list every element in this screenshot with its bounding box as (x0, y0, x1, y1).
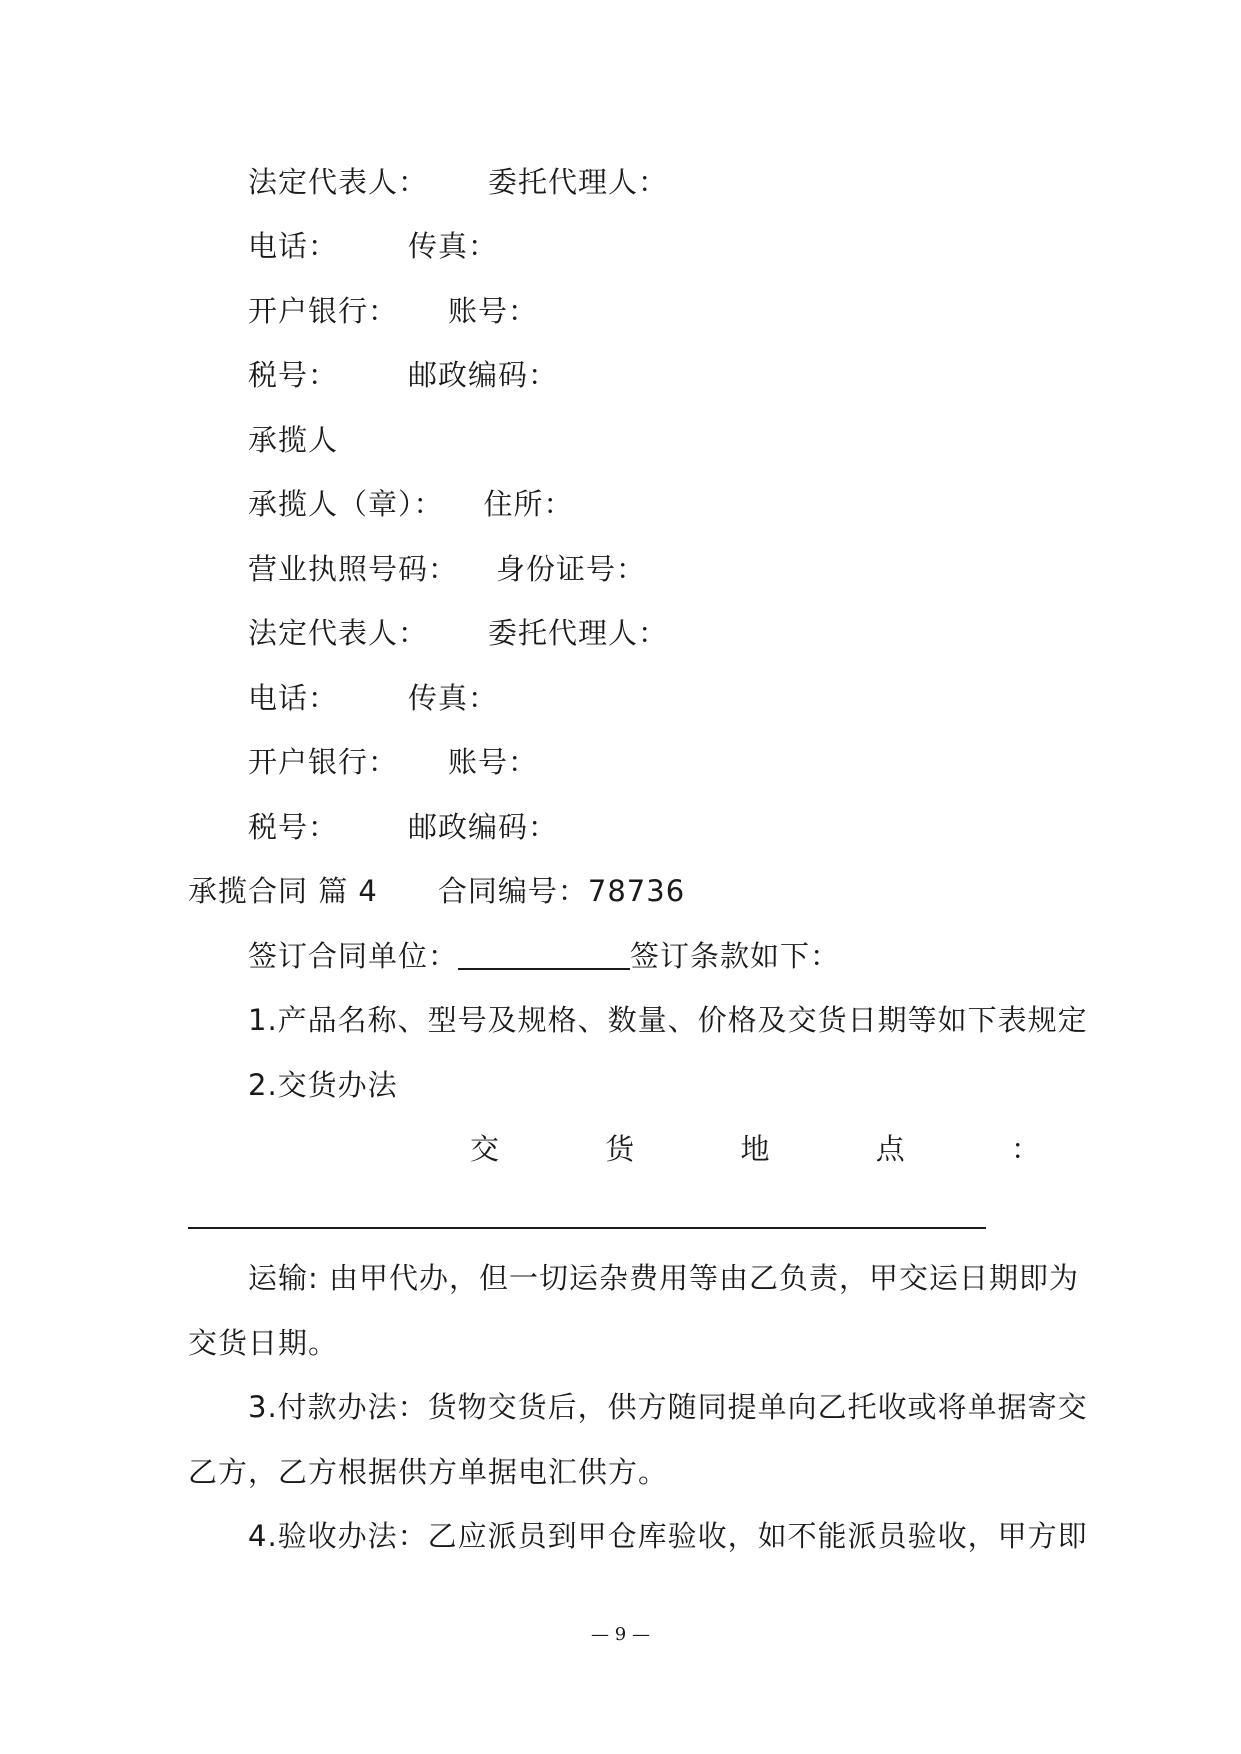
delivery-char: 点 (875, 1132, 905, 1166)
item-3-line-1: 3.付款办法：货物交货后，供方随同提单向乙托收或将单据寄交 (248, 1390, 1088, 1424)
delivery-place-blank-line (188, 1227, 986, 1229)
contract-number: 合同编号：78736 (437, 874, 686, 908)
item-3-line-2: 乙方，乙方根据供方单据电汇供方。 (188, 1455, 669, 1489)
signing-unit-label: 签订合同单位： (248, 939, 459, 973)
item-1: 1.产品名称、型号及规格、数量、价格及交货日期等如下表规定 (248, 1003, 1088, 1037)
tax-row-2 (248, 809, 558, 845)
bank-row (248, 293, 538, 329)
signing-terms: 签订条款如下： (630, 939, 841, 973)
delivery-char: 地 (740, 1132, 770, 1166)
license-label: 营业执照号码： (248, 552, 459, 586)
signing-unit-row (248, 938, 840, 974)
item-2: 2.交货办法 (248, 1068, 398, 1102)
delivery-char: 货 (605, 1132, 635, 1166)
delivery-char: 交 (470, 1132, 500, 1166)
contractor-heading: 承揽人 (248, 423, 339, 457)
bank-row-2 (248, 744, 538, 780)
fax-label: 传真： (408, 681, 499, 715)
contract-title: 承揽合同 篇 4 (188, 874, 378, 908)
fax-label: 传真： (408, 229, 499, 263)
account-label: 账号： (448, 745, 539, 779)
phone-label: 电话： (248, 229, 339, 263)
phone-row (248, 228, 498, 264)
address-label: 住所： (483, 487, 574, 521)
phone-label: 电话： (248, 681, 339, 715)
contractor-seal-row (248, 486, 574, 522)
account-label: 账号： (448, 294, 539, 328)
delivery-char: ： (1010, 1132, 1040, 1166)
signing-unit-blank (458, 940, 630, 970)
id-number-label: 身份证号： (496, 552, 647, 586)
transport-line-1: 运输: 由甲代办，但一切运杂费用等由乙负责，甲交运日期即为 (248, 1261, 1079, 1295)
postal-label: 邮政编码： (408, 810, 559, 844)
delivery-place-row (470, 1131, 1040, 1167)
legal-rep-row (248, 164, 668, 200)
page-number: — 9 — (591, 1624, 650, 1645)
contract-title-row (188, 873, 685, 909)
bank-label: 开户银行： (248, 294, 399, 328)
item-4-line-1: 4.验收办法：乙应派员到甲仓库验收，如不能派员验收，甲方即 (248, 1519, 1088, 1553)
tax-label: 税号： (248, 810, 339, 844)
legal-rep-label: 法定代表人： (248, 165, 429, 199)
phone-row-2 (248, 680, 498, 716)
contractor-seal-label: 承揽人（章）： (248, 487, 444, 521)
agent-label: 委托代理人： (488, 165, 669, 199)
transport-line-2: 交货日期。 (188, 1326, 339, 1360)
license-row (248, 551, 646, 587)
postal-label: 邮政编码： (408, 358, 559, 392)
bank-label: 开户银行： (248, 745, 399, 779)
tax-label: 税号： (248, 358, 339, 392)
agent-label: 委托代理人： (488, 616, 669, 650)
legal-rep-row-2 (248, 615, 668, 651)
tax-row (248, 357, 558, 393)
legal-rep-label: 法定代表人： (248, 616, 429, 650)
